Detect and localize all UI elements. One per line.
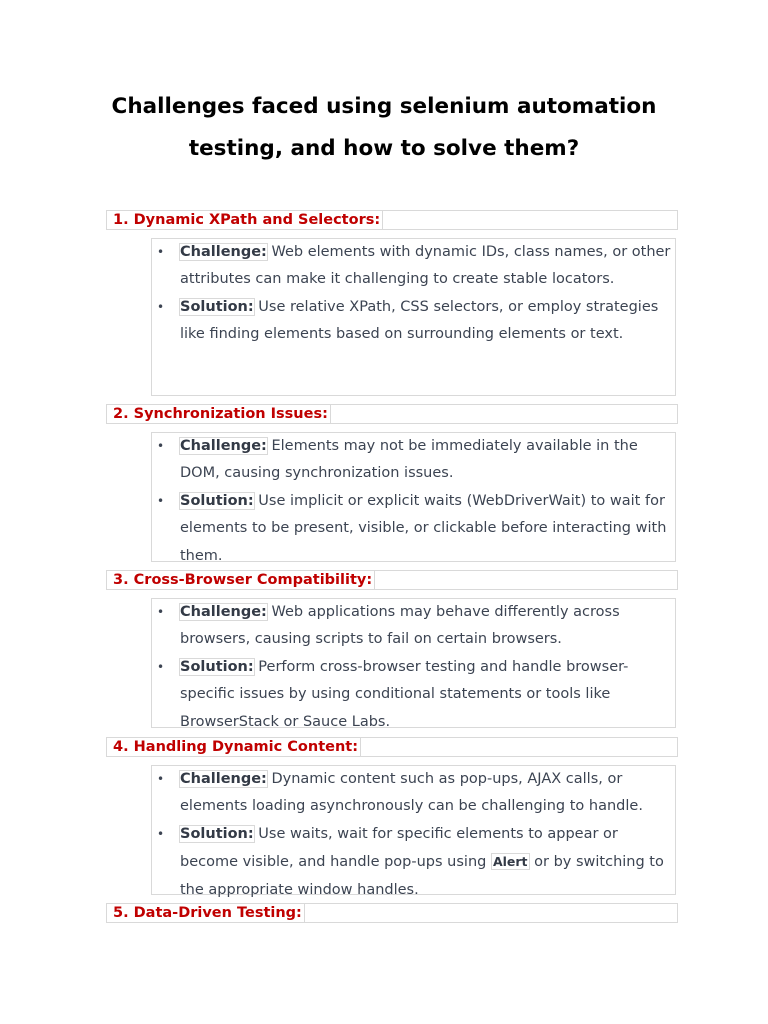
bullet-solution	[152, 821, 675, 904]
challenge-label: Challenge:	[180, 771, 267, 787]
challenge-label: Challenge:	[180, 438, 267, 454]
challenge-text: Dynamic content such as pop-ups, AJAX calls, or elements loading asynchronously can be challenging to handle.	[180, 771, 643, 815]
solution-label: Solution:	[180, 298, 254, 315]
challenge-label: Challenge:	[180, 604, 267, 620]
challenge-text: Web elements with dynamic IDs, class names, or other attributes can make it challenging to create stable locators.	[180, 244, 671, 288]
section-heading-dynamic-content	[106, 737, 678, 757]
section-heading-data-driven	[106, 903, 678, 923]
challenge-text: Elements may not be immediately available in the DOM, causing synchronization issues.	[180, 438, 638, 482]
section-bullets-dynamic-xpath	[151, 238, 676, 396]
section-heading-label: 1. Dynamic XPath and Selectors:	[113, 211, 383, 229]
bullet-challenge	[152, 766, 675, 821]
solution-label: Solution:	[180, 658, 254, 675]
bullet-dot: •	[157, 826, 165, 841]
solution-text: Perform cross-browser testing and handle browser-specific issues by using conditional statements or tools like BrowserStack or Sauce Labs.	[180, 658, 629, 730]
solution-text: Use implicit or explicit waits (WebDriverWait) to wait for elements to be present, visible, or clickable before interacting with them.	[180, 492, 667, 564]
inline-code-alert: Alert	[492, 854, 528, 870]
section-heading-label: 5. Data-Driven Testing:	[113, 904, 305, 922]
bullet-dot: •	[157, 605, 165, 619]
bullet-dot: •	[157, 659, 165, 674]
challenge-text: Web applications may behave differently across browsers, causing scripts to fail on certain browsers.	[180, 604, 620, 648]
bullet-challenge	[152, 599, 675, 654]
section-heading-label: 2. Synchronization Issues:	[113, 405, 331, 423]
page-title	[60, 86, 708, 170]
section-heading-dynamic-xpath	[106, 210, 678, 230]
section-bullets-synchronization	[151, 432, 676, 562]
bullet-dot: •	[157, 245, 165, 259]
section-bullets-cross-browser	[151, 598, 676, 728]
solution-label: Solution:	[180, 492, 254, 509]
solution-text-after: or by switching to the appropriate window handles.	[180, 854, 664, 898]
bullet-challenge	[152, 433, 675, 488]
page-title-line-1: Challenges faced using selenium automation	[111, 94, 657, 119]
bullet-dot: •	[157, 439, 165, 453]
bullet-dot: •	[157, 772, 165, 786]
bullet-dot: •	[157, 493, 165, 508]
solution-text-before: Use waits, wait for specific elements to appear or become visible, and handle pop-ups using	[180, 825, 618, 871]
section-heading-label: 4. Handling Dynamic Content:	[113, 738, 361, 756]
section-heading-synchronization	[106, 404, 678, 424]
section-heading-cross-browser	[106, 570, 678, 590]
solution-label: Solution:	[180, 825, 254, 842]
bullet-challenge	[152, 239, 675, 294]
challenge-label: Challenge:	[180, 244, 267, 260]
section-bullets-dynamic-content	[151, 765, 676, 898]
bullet-dot: •	[157, 299, 165, 314]
solution-text: Use relative XPath, CSS selectors, or employ strategies like finding elements based on surrounding elements or text.	[180, 298, 659, 343]
bullet-solution	[152, 294, 675, 349]
page-title-line-2: testing, and how to solve them?	[188, 136, 580, 161]
bullet-solution	[152, 488, 675, 570]
section-heading-label: 3. Cross-Browser Compatibility:	[113, 571, 375, 589]
bullet-solution	[152, 654, 675, 736]
